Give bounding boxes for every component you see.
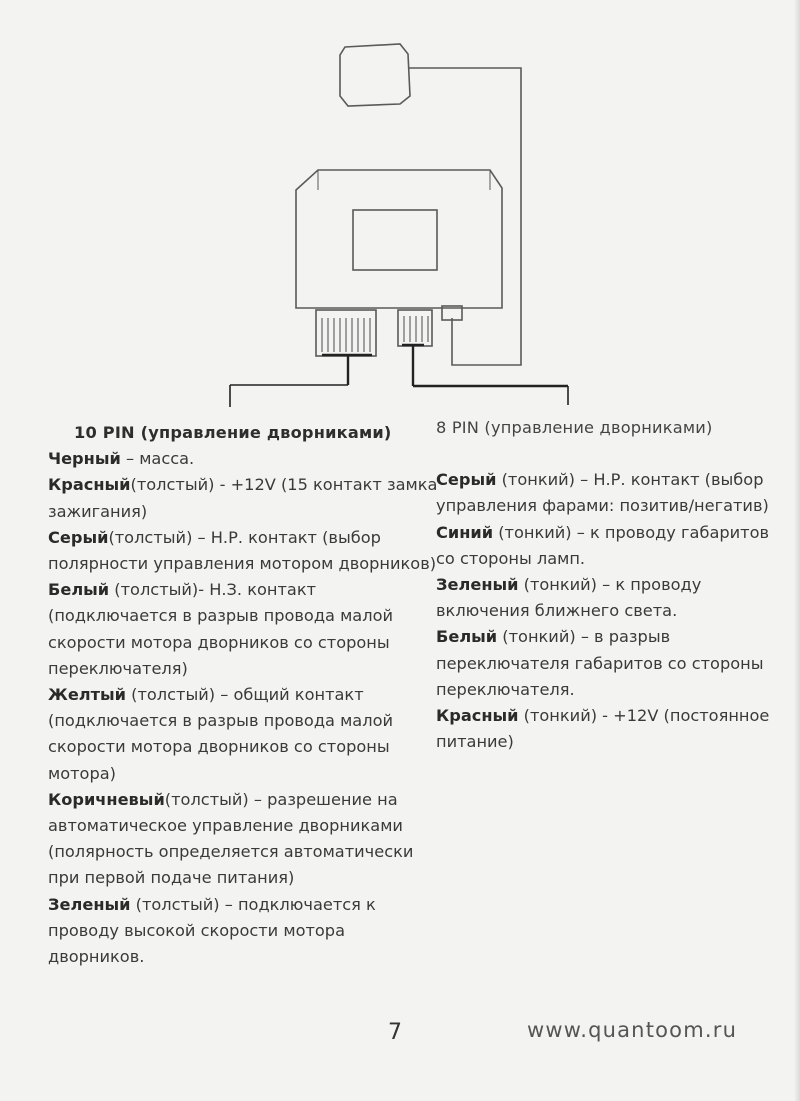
spacer: [436, 441, 786, 467]
entry-white: Белый (толстый)- Н.З. контакт (подключается в разрыв провода малой скорости мотора дворников со стороны переключателя): [48, 580, 393, 678]
entry-white-thin: Белый (тонкий) – в разрыв переключателя габаритов со стороны переключателя.: [436, 627, 764, 699]
connector-8pin: [398, 310, 432, 346]
entry-yellow: Желтый (толстый) – общий контакт (подключается в разрыв провода малой скорости мотора дворников со стороны мотора): [48, 685, 393, 783]
wiring-diagram: [0, 0, 800, 420]
entry-grey: Серый(толстый) – Н.Р. контакт (выбор полярности управления мотором дворников): [48, 527, 437, 574]
entry-blue-thin: Синий (тонкий) – к проводу габаритов со стороны ламп.: [436, 522, 770, 568]
footer-url: www.quantoom.ru: [527, 1018, 738, 1042]
entry-red-thin: Красный (тонкий) - +12V (постоянное питание): [436, 706, 770, 752]
control-unit: [296, 170, 502, 308]
entry-red: Красный(толстый) - +12V (15 контакт замка зажигания): [48, 475, 438, 521]
entry-green: Зеленый (толстый) – подключается к проводу высокой скорости мотора дворников.: [48, 894, 376, 967]
entry-grey-thin: Серый (тонкий) – Н.Р. контакт (выбор управления фарами: позитив/негатив): [436, 470, 769, 516]
page-number: 7: [388, 1020, 402, 1045]
heading-10pin: 10 PIN (управление дворниками): [74, 423, 392, 442]
entry-brown: Коричневый(толстый) – разрешение на автоматическое управление дворниками (полярность определяется автоматически при первой подаче питания): [48, 789, 414, 888]
heading-8pin: 8 PIN (управление дворниками): [436, 418, 713, 437]
entry-green-thin: Зеленый (тонкий) – к проводу включения ближнего света.: [436, 575, 702, 621]
entry-black: Черный – масса.: [48, 449, 195, 469]
sensor-module: [340, 44, 410, 106]
right-column-8pin: [436, 415, 786, 755]
left-column-10pin: [48, 420, 438, 970]
